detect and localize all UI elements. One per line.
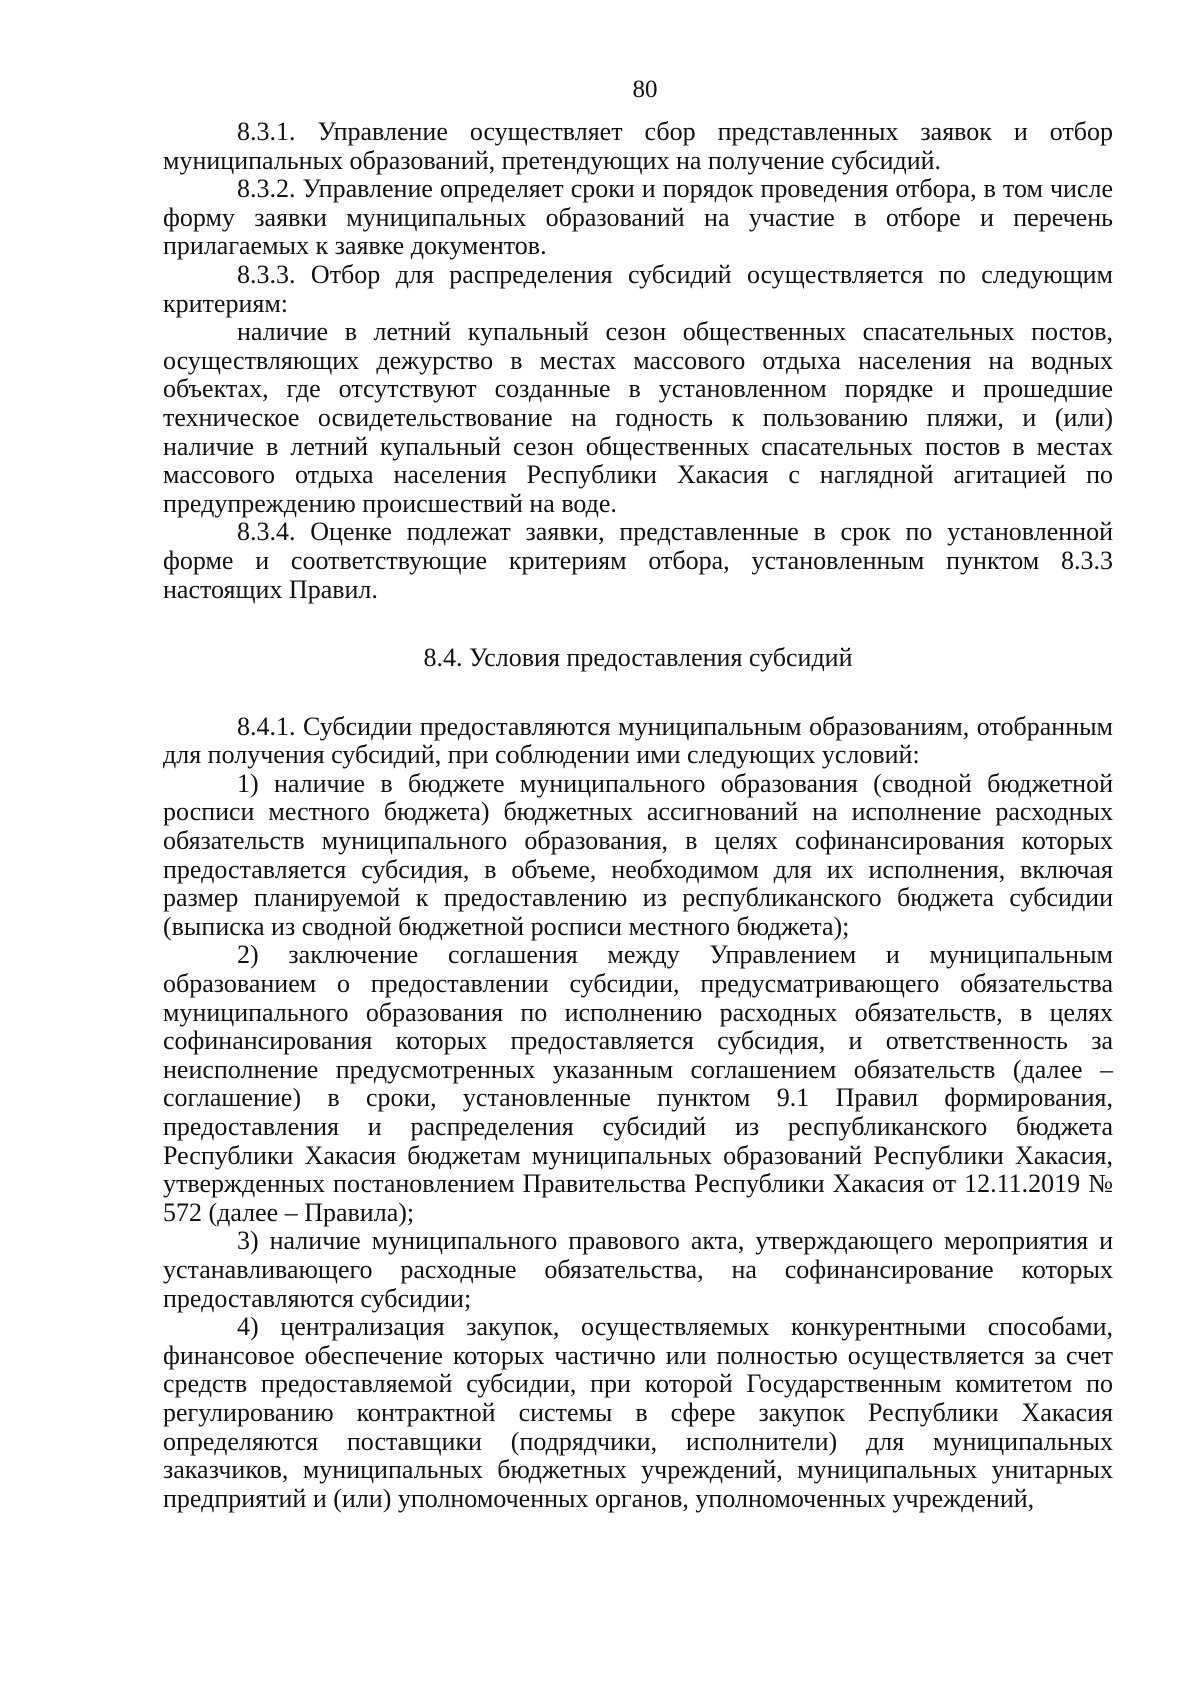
list-item-1: 1) наличие в бюджете муниципального образования (сводной бюджетной росписи местного бюджета) бюджетных ассигнований на исполнение расходных обязательств муниципального образования, в целях софинансирования которых предоставляется субсидия, в объеме, необходимом для их исполнения, включая размер планируемой к предоставлению из республиканского бюджета субсидии (выписка из сводной бюджетной росписи местного бюджета); bbox=[163, 768, 1113, 941]
paragraph-8-3-3: 8.3.3. Отбор для распределения субсидий осуществляется по следующим критериям: bbox=[163, 259, 1113, 318]
list-item-3: 3) наличие муниципального правового акта, утверждающего мероприятия и устанавливающего расходные обязательства, на софинансирование которых предоставляются субсидии; bbox=[163, 1226, 1113, 1313]
list-item-2: 2) заключение соглашения между Управлением и муниципальным образованием о предоставлении субсидии, предусматривающего обязательства муниципального образования по исполнению расходных обязательств, в целях софинансирования которых предоставляется субсидия, и ответственность за неисполнение предусмотренных указанным соглашением обязательств (далее – соглашение) в сроки, установленные пунктом 9.1 Правил формирования, предоставления и распределения субсидий из республиканского бюджета Республики Хакасия бюджетам муниципальных образований Республики Хакасия, утвержденных постановлением Правительства Республики Хакасия от 12.11.2019 № 572 (далее – Правила); bbox=[163, 940, 1113, 1227]
section-heading-8-4: 8.4. Условия предоставления субсидий bbox=[423, 643, 853, 673]
paragraph-8-3-2: 8.3.2. Управление определяет сроки и порядок проведения отбора, в том числе форму заявки муниципальных образований на участие в отборе и перечень прилагаемых к заявке документов. bbox=[163, 174, 1113, 261]
paragraph-8-3-1: 8.3.1. Управление осуществляет сбор представленных заявок и отбор муниципальных образований, претендующих на получение субсидий. bbox=[163, 117, 1113, 175]
document-body bbox=[163, 118, 1113, 1513]
paragraph-8-4-1: 8.4.1. Субсидии предоставляются муниципальным образованиям, отобранным для получения субсидий, при соблюдении ими следующих условий: bbox=[163, 711, 1113, 770]
page-number: 80 bbox=[632, 76, 658, 103]
list-item-4: 4) централизация закупок, осуществляемых конкурентными способами, финансовое обеспечение которых частично или полностью осуществляется за счет средств предоставляемой субсидии, при которой Государственным комитетом по регулированию контрактной системы в сфере закупок Республики Хакасия определяются поставщики (подрядчики, исполнители) для муниципальных заказчиков, муниципальных бюджетных учреждений, муниципальных унитарных предприятий и (или) уполномоченных органов, уполномоченных учреждений, bbox=[163, 1312, 1113, 1513]
paragraph-8-3-4: 8.3.4. Оценке подлежат заявки, представленные в срок по установленной форме и соответствующие критериям отбора, установленным пунктом 8.3.3 настоящих Правил. bbox=[163, 517, 1113, 604]
paragraph-criteria: наличие в летний купальный сезон общественных спасательных постов, осуществляющих дежурство в местах массового отдыха населения на водных объектах, где отсутствуют созданные в установленном порядке и прошедшие техническое освидетельствование на годность к пользованию пляжи, и (или) наличие в летний купальный сезон общественных спасательных постов в местах массового отдыха населения Республики Хакасия с наглядной агитацией по предупреждению происшествий на воде. bbox=[163, 317, 1113, 518]
